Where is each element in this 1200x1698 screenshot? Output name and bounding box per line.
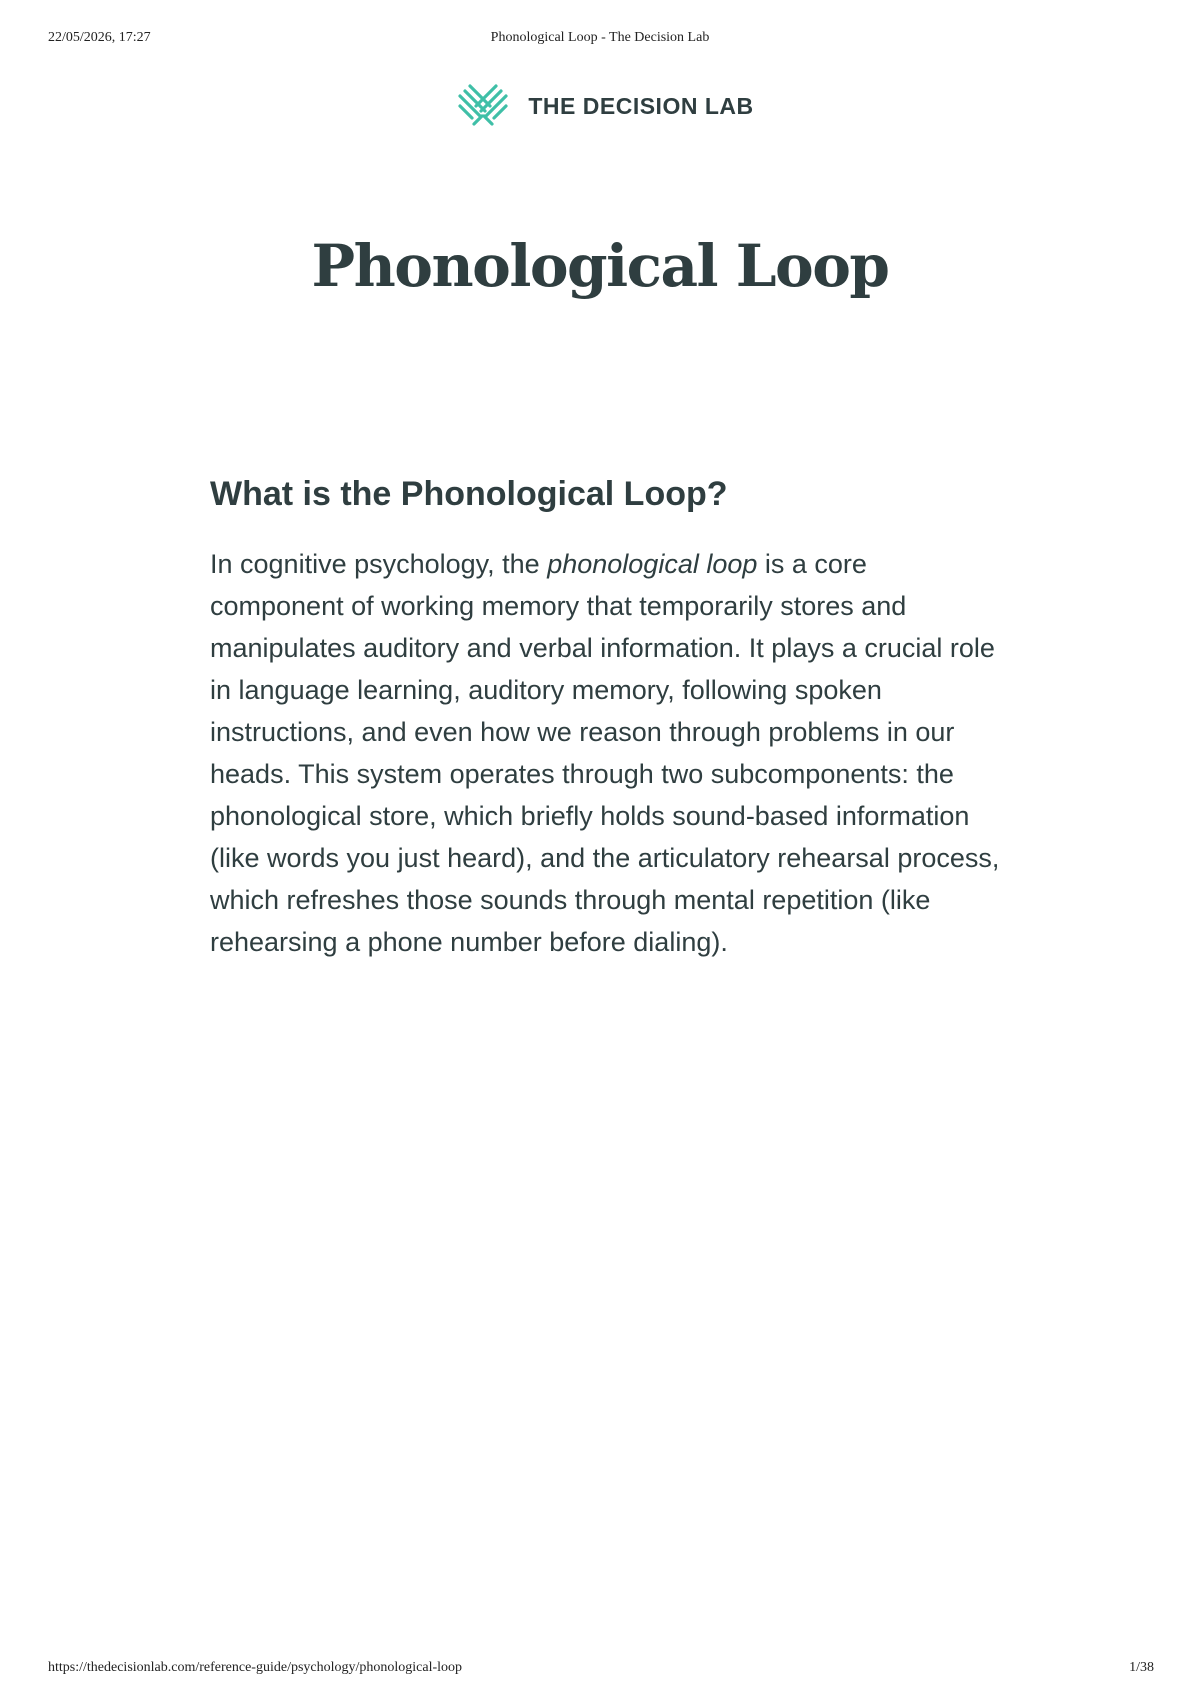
brand-name: THE DECISION LAB <box>528 92 754 119</box>
print-page-number: 1/38 <box>1129 1660 1154 1675</box>
print-header <box>0 30 1200 50</box>
decision-lab-logo-icon <box>456 84 510 128</box>
page-title: Phonological Loop <box>311 232 889 300</box>
brand-header[interactable] <box>0 84 1200 128</box>
article-section <box>210 474 1010 963</box>
print-url[interactable]: https://thedecisionlab.com/reference-guide/psychology/phonological-loop <box>48 1660 463 1675</box>
print-datetime: 22/05/2026, 17:27 <box>48 30 151 45</box>
paragraph-emphasis: phonological loop <box>547 548 758 579</box>
print-footer <box>0 1660 1200 1680</box>
print-document-title: Phonological Loop - The Decision Lab <box>490 30 710 45</box>
section-paragraph <box>210 543 1000 963</box>
section-heading: What is the Phonological Loop? <box>210 475 728 513</box>
paragraph-text-start: In cognitive psychology, the <box>210 548 548 579</box>
paragraph-text-rest: is a core component of working memory that temporarily stores and manipulates auditory and verbal information. It plays a crucial role in language learning, auditory memory, following spoken instructions, and even how we reason through problems in our heads. This system operates through two subcomponents: the phonological store, which briefly holds sound-based information (like words you just heard), and the articulatory rehearsal process, which refreshes those sounds through mental repetition (like rehearsing a phone number before dialing). <box>210 548 1000 957</box>
